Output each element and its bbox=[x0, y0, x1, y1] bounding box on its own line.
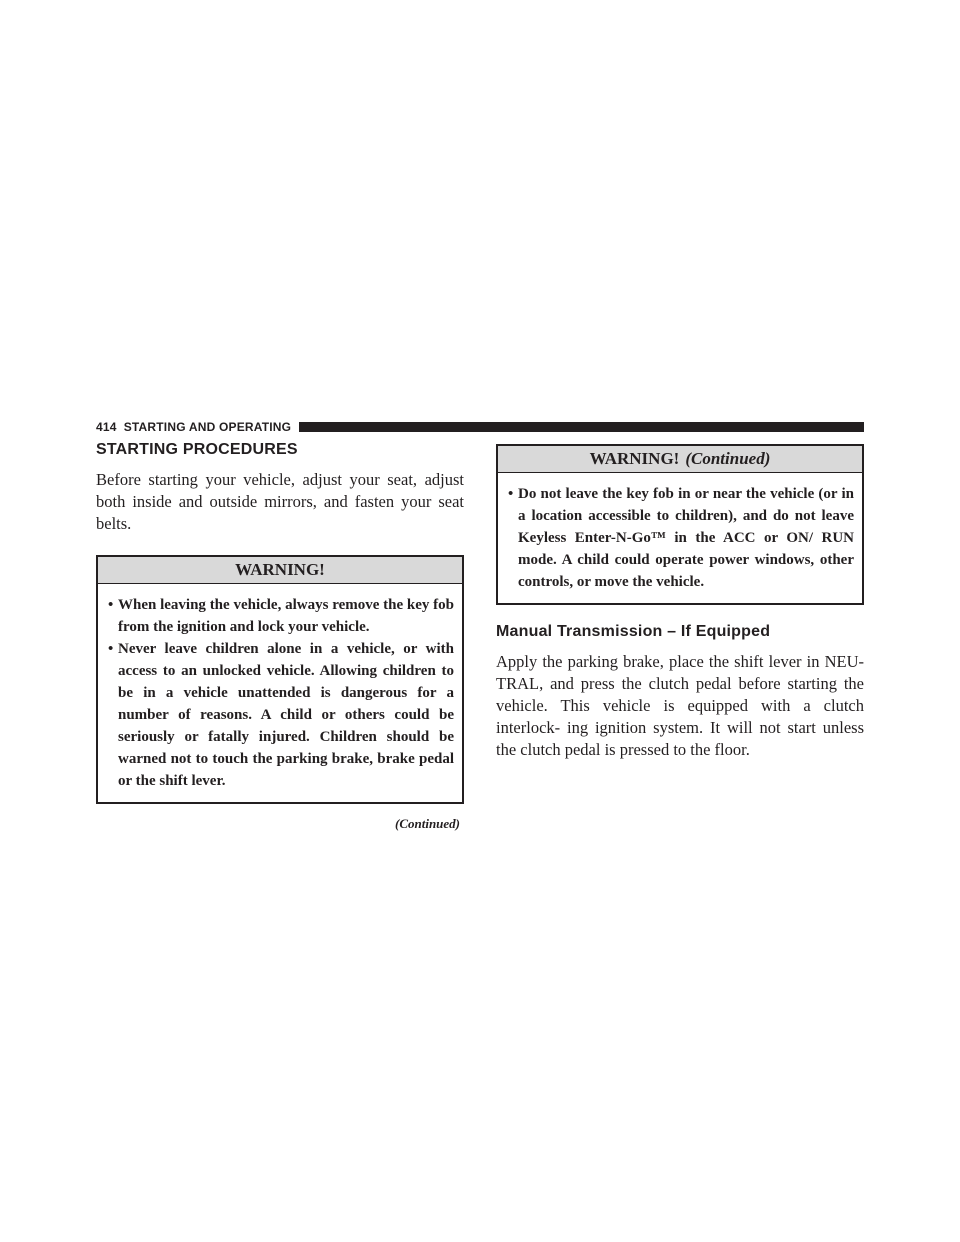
warning-item-text: When leaving the vehicle, always remove the key fob from the ignition and lock your vehicle. bbox=[118, 597, 454, 635]
bullet-icon: • bbox=[508, 486, 514, 502]
warning-box-continued bbox=[496, 444, 864, 605]
warning-item bbox=[108, 594, 454, 638]
page-header-text bbox=[96, 420, 299, 434]
warning-item-text: Never leave children alone in a vehicle, or with access to an unlocked vehicle. Allowing children to be in a vehicle unattended is dangerous for a number of reasons. A child or others could be seriously or fatally injured. Children should be warned not to touch the parking brake, brake pedal or the shift lever. bbox=[118, 641, 454, 789]
page-header bbox=[96, 420, 864, 434]
warning-item-text: Do not leave the key fob in or near the vehicle (or in a location accessible to children), and do not leave Keyless Enter-N-Go™ in the ACC or ON/ RUN mode. A child could operate power windows, other controls, or move the vehicle. bbox=[518, 486, 854, 590]
subsection-title: Manual Transmission – If Equipped bbox=[496, 623, 771, 640]
warning-item bbox=[508, 483, 854, 593]
header-rule bbox=[299, 422, 864, 432]
right-column bbox=[496, 441, 864, 761]
continued-note: (Continued) bbox=[394, 816, 460, 831]
warning-body bbox=[98, 584, 462, 802]
warning-item bbox=[108, 638, 454, 792]
left-column bbox=[96, 441, 464, 832]
warning-title-text: WARNING! bbox=[589, 449, 680, 468]
bullet-icon: • bbox=[108, 597, 114, 613]
page-number: 414 bbox=[96, 420, 117, 434]
warning-title bbox=[98, 557, 462, 584]
section-title: STARTING PROCEDURES bbox=[96, 441, 298, 458]
warning-box bbox=[96, 555, 464, 804]
bullet-icon: • bbox=[108, 641, 114, 657]
transmission-paragraph: Apply the parking brake, place the shift lever in NEU- TRAL, and press the clutch pedal before starting the vehicle. This vehicle is equipped with a clutch interlock- ing ignition system. It will not start unless the clutch pedal is pressed to the floor. bbox=[496, 652, 864, 759]
warning-title-text: WARNING! bbox=[235, 560, 325, 579]
warning-continued-label: (Continued) bbox=[685, 449, 771, 468]
warning-body bbox=[498, 473, 862, 603]
warning-title bbox=[498, 446, 862, 473]
intro-paragraph: Before starting your vehicle, adjust your seat, adjust both inside and outside mirrors, and fasten your seat belts. bbox=[96, 470, 464, 533]
section-name: STARTING AND OPERATING bbox=[123, 420, 292, 434]
